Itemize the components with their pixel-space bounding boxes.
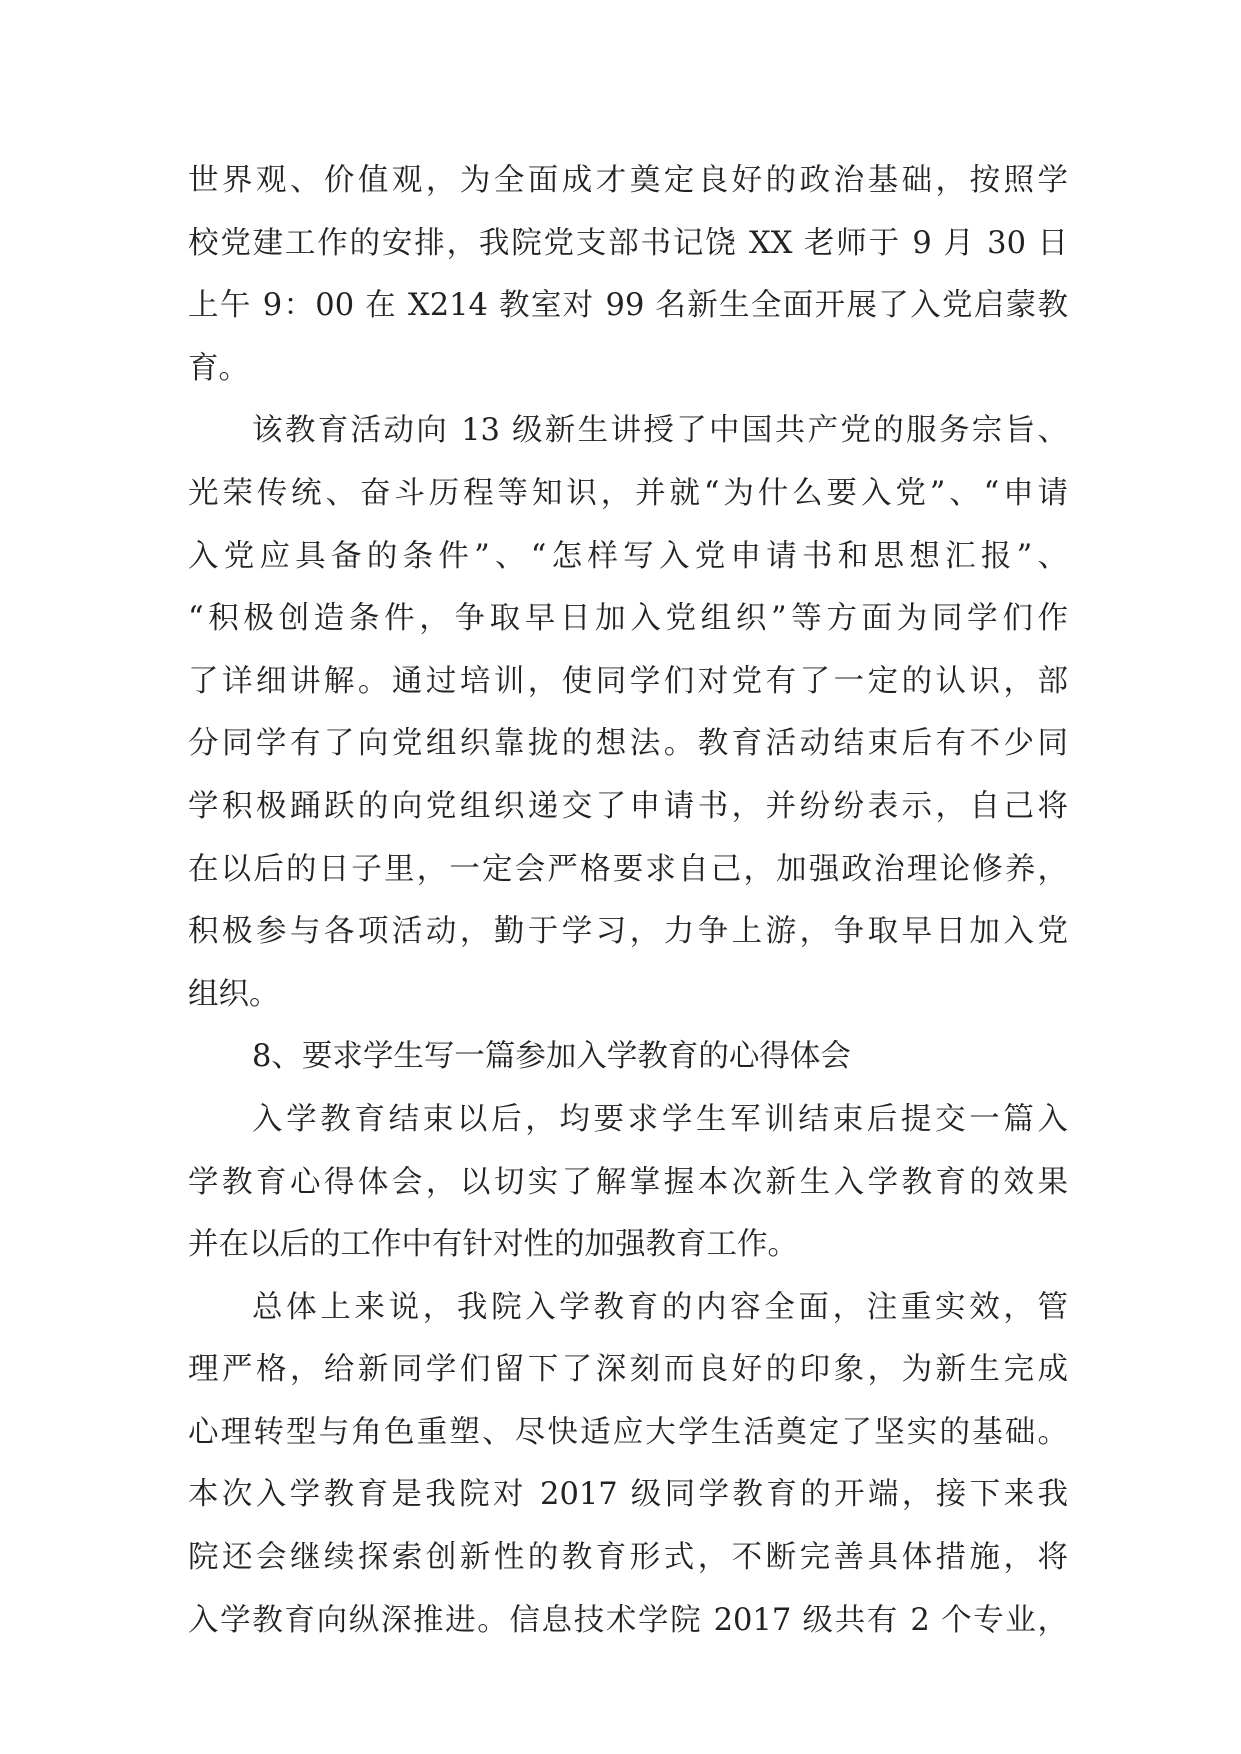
text-line: 院还会继续探索创新性的教育形式，不断完善具体措施，将	[188, 1540, 1068, 1576]
text-line: 光荣传统、奋斗历程等知识，并就“为什么要入党”、“申请	[188, 475, 1068, 511]
text-line: 本次入学教育是我院对 2017 级同学教育的开端，接下来我	[188, 1477, 1068, 1513]
paragraph-first-line: 入学教育结束以后，均要求学生军训结束后提交一篇入	[252, 1101, 1068, 1137]
text-line: 并在以后的工作中有针对性的加强教育工作。	[188, 1227, 798, 1263]
text-line: “积极创造条件，争取早日加入党组织”等方面为同学们作	[188, 601, 1068, 637]
paragraph-first-line: 该教育活动向 13 级新生讲授了中国共产党的服务宗旨、	[252, 413, 1068, 449]
text-line: 学积极踊跃的向党组织递交了申请书，并纷纷表示，自己将	[188, 788, 1068, 824]
text-line: 在以后的日子里，一定会严格要求自己，加强政治理论修养，	[188, 851, 1068, 887]
text-line: 理严格，给新同学们留下了深刻而良好的印象，为新生完成	[188, 1352, 1068, 1388]
paragraph-first-line: 总体上来说，我院入学教育的内容全面，注重实效，管	[252, 1289, 1068, 1325]
text-line: 心理转型与角色重塑、尽快适应大学生活奠定了坚实的基础。	[188, 1414, 1068, 1450]
text-line: 入党应具备的条件”、“怎样写入党申请书和思想汇报”、	[188, 538, 1068, 574]
text-line: 积极参与各项活动，勤于学习，力争上游，争取早日加入党	[188, 914, 1068, 950]
text-line: 世界观、价值观，为全面成才奠定良好的政治基础，按照学	[188, 163, 1068, 198]
text-line: 组织。	[188, 976, 280, 1012]
section-heading: 8、要求学生写一篇参加入学教育的心得体会	[252, 1039, 851, 1075]
text-line: 上午 9：00 在 X214 教室对 99 名新生全面开展了入党启蒙教	[188, 288, 1068, 324]
text-line: 入学教育向纵深推进。信息技术学院 2017 级共有 2 个专业，	[188, 1602, 1068, 1638]
text-line: 分同学有了向党组织靠拢的想法。教育活动结束后有不少同	[188, 726, 1068, 762]
text-line: 学教育心得体会，以切实了解掌握本次新生入学教育的效果	[188, 1164, 1068, 1200]
text-line: 育。	[188, 350, 249, 386]
body-text	[188, 150, 1068, 1652]
text-line: 了详细讲解。通过培训，使同学们对党有了一定的认识，部	[188, 663, 1068, 699]
text-line: 校党建工作的安排，我院党支部书记饶 XX 老师于 9 月 30 日	[188, 225, 1068, 261]
